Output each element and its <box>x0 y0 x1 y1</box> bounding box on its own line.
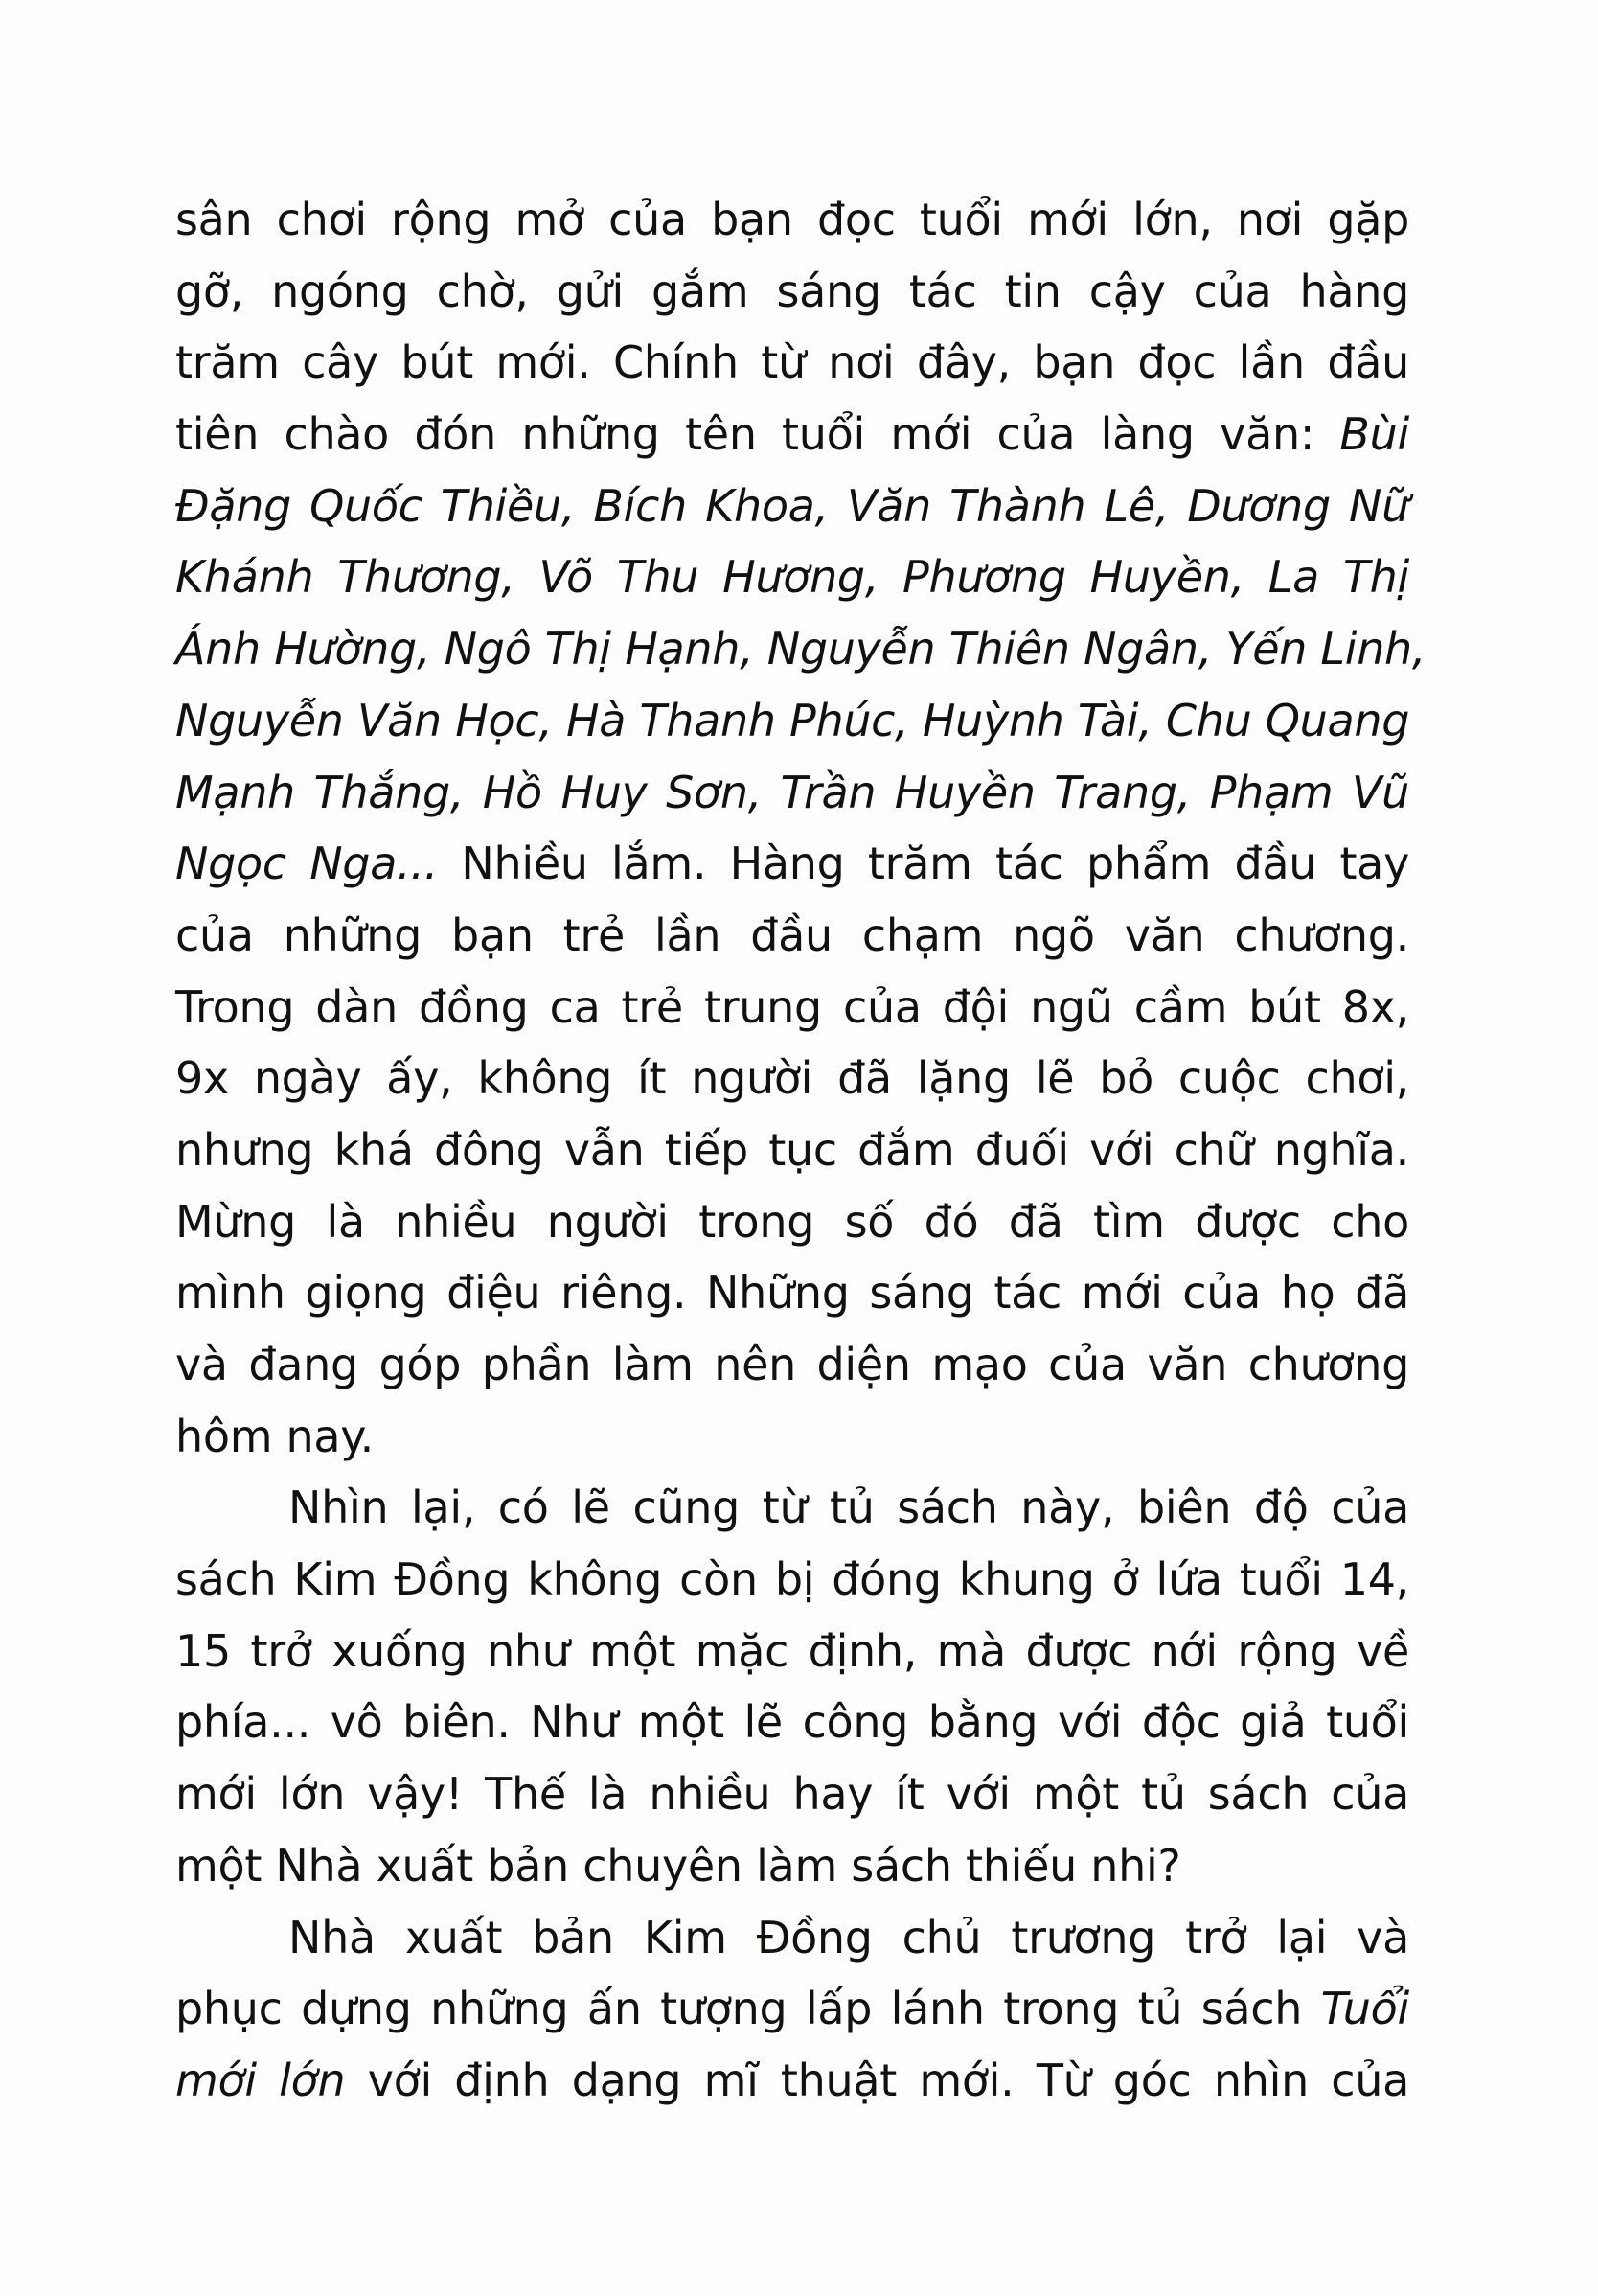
italic-text-segment: Đặng Quốc Thiều, Bích Khoa, Văn Thành Lê, Dương Nữ <box>175 479 1409 532</box>
italic-text-segment: Tuổi <box>1320 1983 1409 2035</box>
text-segment: của những bạn trẻ lần đầu chạm ngõ văn chương. <box>175 908 1409 961</box>
text-line <box>175 1758 1409 1830</box>
text-line <box>175 1616 1409 1688</box>
italic-text-segment: Ngọc Nga... <box>175 838 439 890</box>
italic-text-segment: mới lớn <box>175 2054 346 2106</box>
text-line <box>175 1687 1409 1758</box>
text-line <box>175 2045 1409 2117</box>
text-line <box>175 541 1409 613</box>
text-segment: 15 trở xuống như một mặc định, mà được nới rộng về <box>175 1624 1409 1677</box>
text-segment: gỡ, ngóng chờ, gửi gắm sáng tác tin cậy của hàng <box>175 264 1409 317</box>
text-line <box>175 1902 1409 1974</box>
text-segment: Trong dàn đồng ca trẻ trung của đội ngũ cầm bút 8x, <box>175 980 1409 1033</box>
text-line <box>175 1973 1409 2045</box>
text-line <box>175 184 1409 256</box>
text-segment: Nhiều lắm. Hàng trăm tác phẩm đầu tay <box>438 838 1409 890</box>
page-body-text <box>175 184 1427 2117</box>
text-segment: trăm cây bút mới. Chính từ nơi đây, bạn đọc lần đầu <box>175 336 1409 389</box>
text-line <box>175 828 1409 900</box>
text-line <box>175 972 1409 1044</box>
text-segment: với định dạng mĩ thuật mới. Từ góc nhìn của <box>345 2054 1409 2106</box>
text-segment: sách Kim Đồng không còn bị đóng khung ở lứa tuổi 14, <box>175 1553 1409 1606</box>
text-segment: mình giọng điệu riêng. Những sáng tác mới của họ đã <box>175 1267 1409 1320</box>
text-line <box>175 1257 1409 1329</box>
text-segment: hôm nay. <box>175 1410 374 1462</box>
text-line <box>175 256 1409 328</box>
text-segment: 9x ngày ấy, không ít người đã lặng lẽ bỏ cuộc chơi, <box>175 1052 1409 1105</box>
text-segment: phía... vô biên. Như một lẽ công bằng với độc giả tuổi <box>175 1696 1409 1749</box>
text-segment: phục dựng những ấn tượng lấp lánh trong tủ sách <box>175 1983 1321 2035</box>
text-line <box>175 613 1427 685</box>
text-segment: tiên chào đón những tên tuổi mới của làng văn: <box>175 408 1340 461</box>
text-segment: sân chơi rộng mở của bạn đọc tuổi mới lớn, nơi gặp <box>175 194 1409 245</box>
text-line <box>175 1114 1409 1186</box>
text-segment: một Nhà xuất bản chuyên làm sách thiếu nhi? <box>175 1839 1181 1892</box>
text-segment: mới lớn vậy! Thế là nhiều hay ít với một tủ sách của <box>175 1768 1409 1821</box>
text-line <box>175 1329 1409 1401</box>
text-line <box>175 757 1409 829</box>
text-segment: Nhà xuất bản Kim Đồng chủ trương trở lại và <box>288 1911 1409 1963</box>
text-line <box>175 1401 1409 1473</box>
italic-text-segment: Bùi <box>1339 408 1409 461</box>
text-line <box>175 1830 1409 1902</box>
italic-text-segment: Mạnh Thắng, Hồ Huy Sơn, Trần Huyền Trang, Phạm Vũ <box>175 766 1409 818</box>
text-line <box>175 1043 1409 1114</box>
text-line <box>175 900 1409 972</box>
italic-text-segment: Khánh Thương, Võ Thu Hương, Phương Huyền, La Thị <box>175 551 1409 604</box>
italic-text-segment: Nguyễn Văn Học, Hà Thanh Phúc, Huỳnh Tài, Chu Quang <box>175 694 1410 746</box>
text-line <box>175 685 1409 757</box>
text-segment: và đang góp phần làm nên diện mạo của văn chương <box>175 1339 1409 1390</box>
text-segment: Mừng là nhiều người trong số đó đã tìm được cho <box>175 1195 1409 1248</box>
text-line <box>175 1472 1409 1544</box>
text-line <box>175 471 1409 542</box>
italic-text-segment: Ánh Hường, Ngô Thị Hạnh, Nguyễn Thiên Ngân, Yến Linh, <box>175 623 1427 676</box>
text-line <box>175 1186 1409 1258</box>
text-line <box>175 327 1409 399</box>
text-line <box>175 1544 1409 1616</box>
text-segment: Nhìn lại, có lẽ cũng từ tủ sách này, biên độ của <box>288 1481 1409 1534</box>
text-line <box>175 399 1409 471</box>
text-segment: nhưng khá đông vẫn tiếp tục đắm đuối với chữ nghĩa. <box>175 1123 1409 1176</box>
